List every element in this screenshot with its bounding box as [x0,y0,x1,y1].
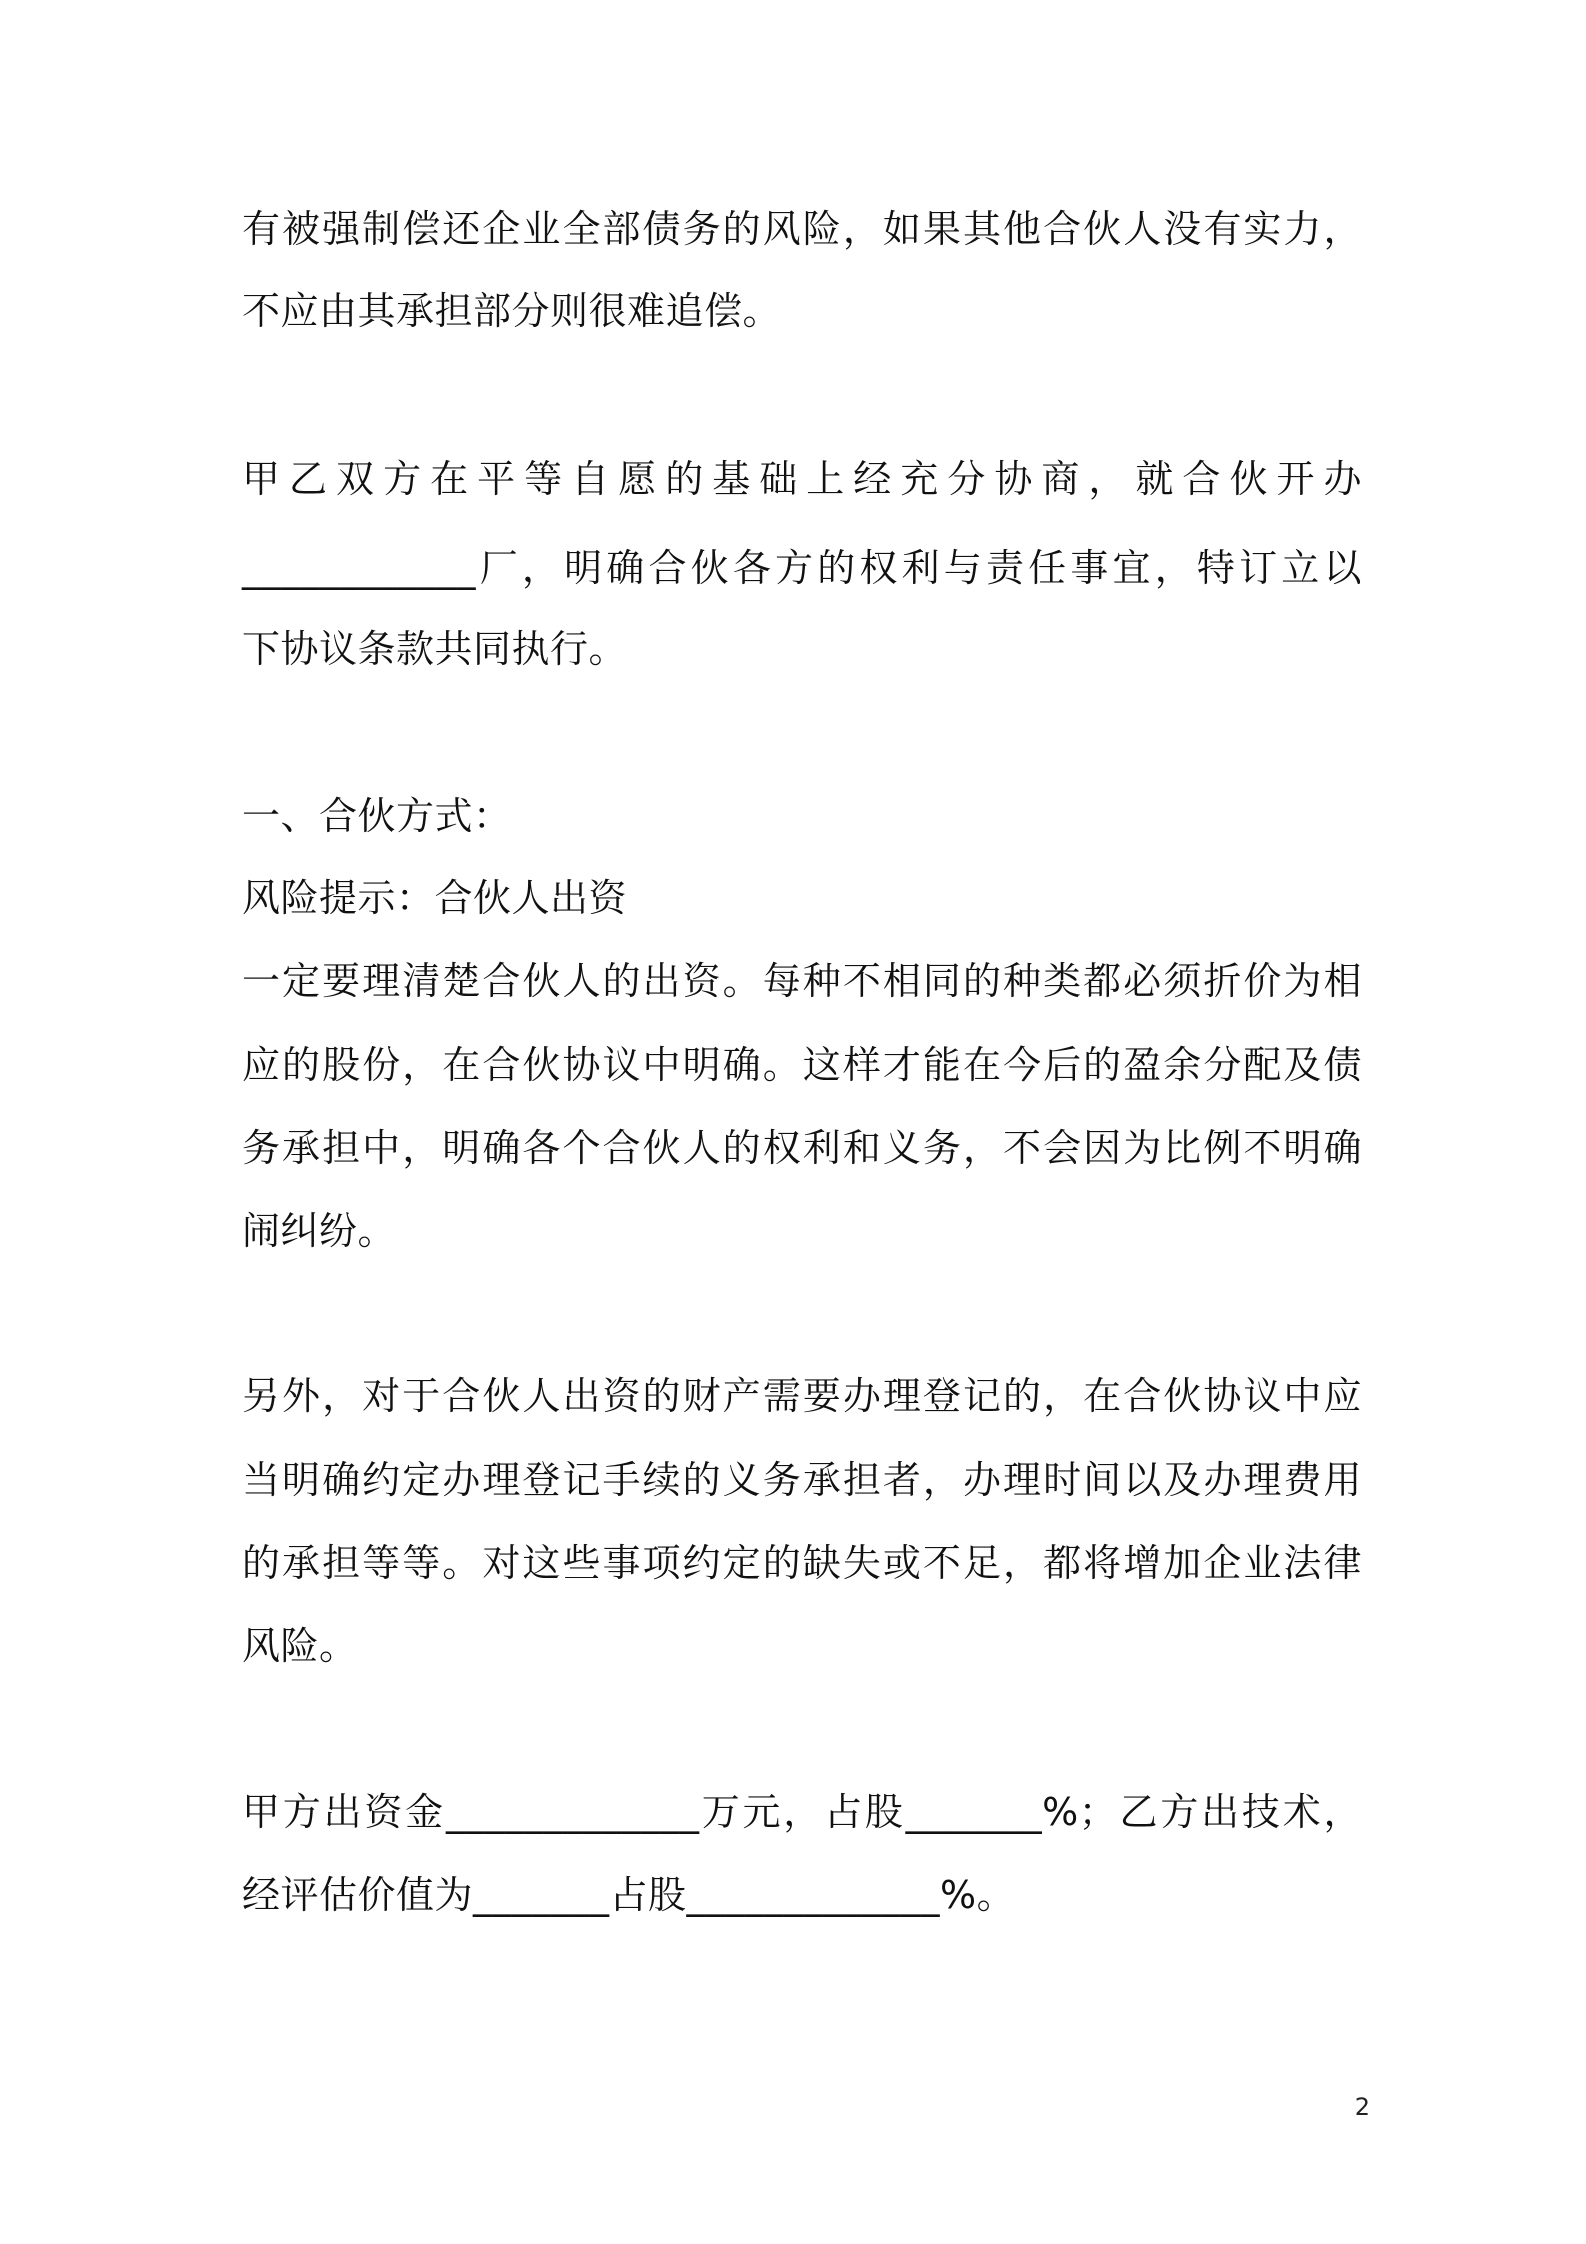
text-line: 甲乙双方在平等自愿的基础上经充分协商，就合伙开办 [242,457,1362,501]
text-line: 的承担等等。对这些事项约定的缺失或不足，都将增加企业法律 [242,1541,1362,1585]
risk-tip-heading: 风险提示：合伙人出资 [242,876,628,920]
text-line: 一定要理清楚合伙人的出资。每种不相同的种类都必须折价为相 [242,959,1362,1003]
text-line: ____________厂，明确合伙各方的权利与责任事宜，特订立以 [242,546,1362,590]
text-line: 务承担中，明确各个合伙人的权利和义务，不会因为比例不明确 [242,1126,1362,1170]
text-line: 有被强制偿还企业全部债务的风险，如果其他合伙人没有实力， [242,207,1362,251]
section-heading: 一、合伙方式： [242,794,512,838]
text-line: 风险。 [242,1624,358,1668]
text-line: 应的股份，在合伙协议中明确。这样才能在今后的盈余分配及债 [242,1043,1362,1087]
text-line: 不应由其承担部分则很难追偿。 [242,289,782,333]
text-line: 下协议条款共同执行。 [242,627,628,671]
contribution-line: 经评估价值为_______占股_____________%。 [242,1873,1016,1917]
contribution-line: 甲方出资金_____________万元，占股_______%；乙方出技术， [242,1790,1362,1834]
text-line: 当明确约定办理登记手续的义务承担者，办理时间以及办理费用 [242,1458,1362,1502]
text-line: 另外，对于合伙人出资的财产需要办理登记的，在合伙协议中应 [242,1374,1362,1418]
text-line: 闹纠纷。 [242,1209,397,1253]
page-number: 2 [1354,2093,1370,2121]
